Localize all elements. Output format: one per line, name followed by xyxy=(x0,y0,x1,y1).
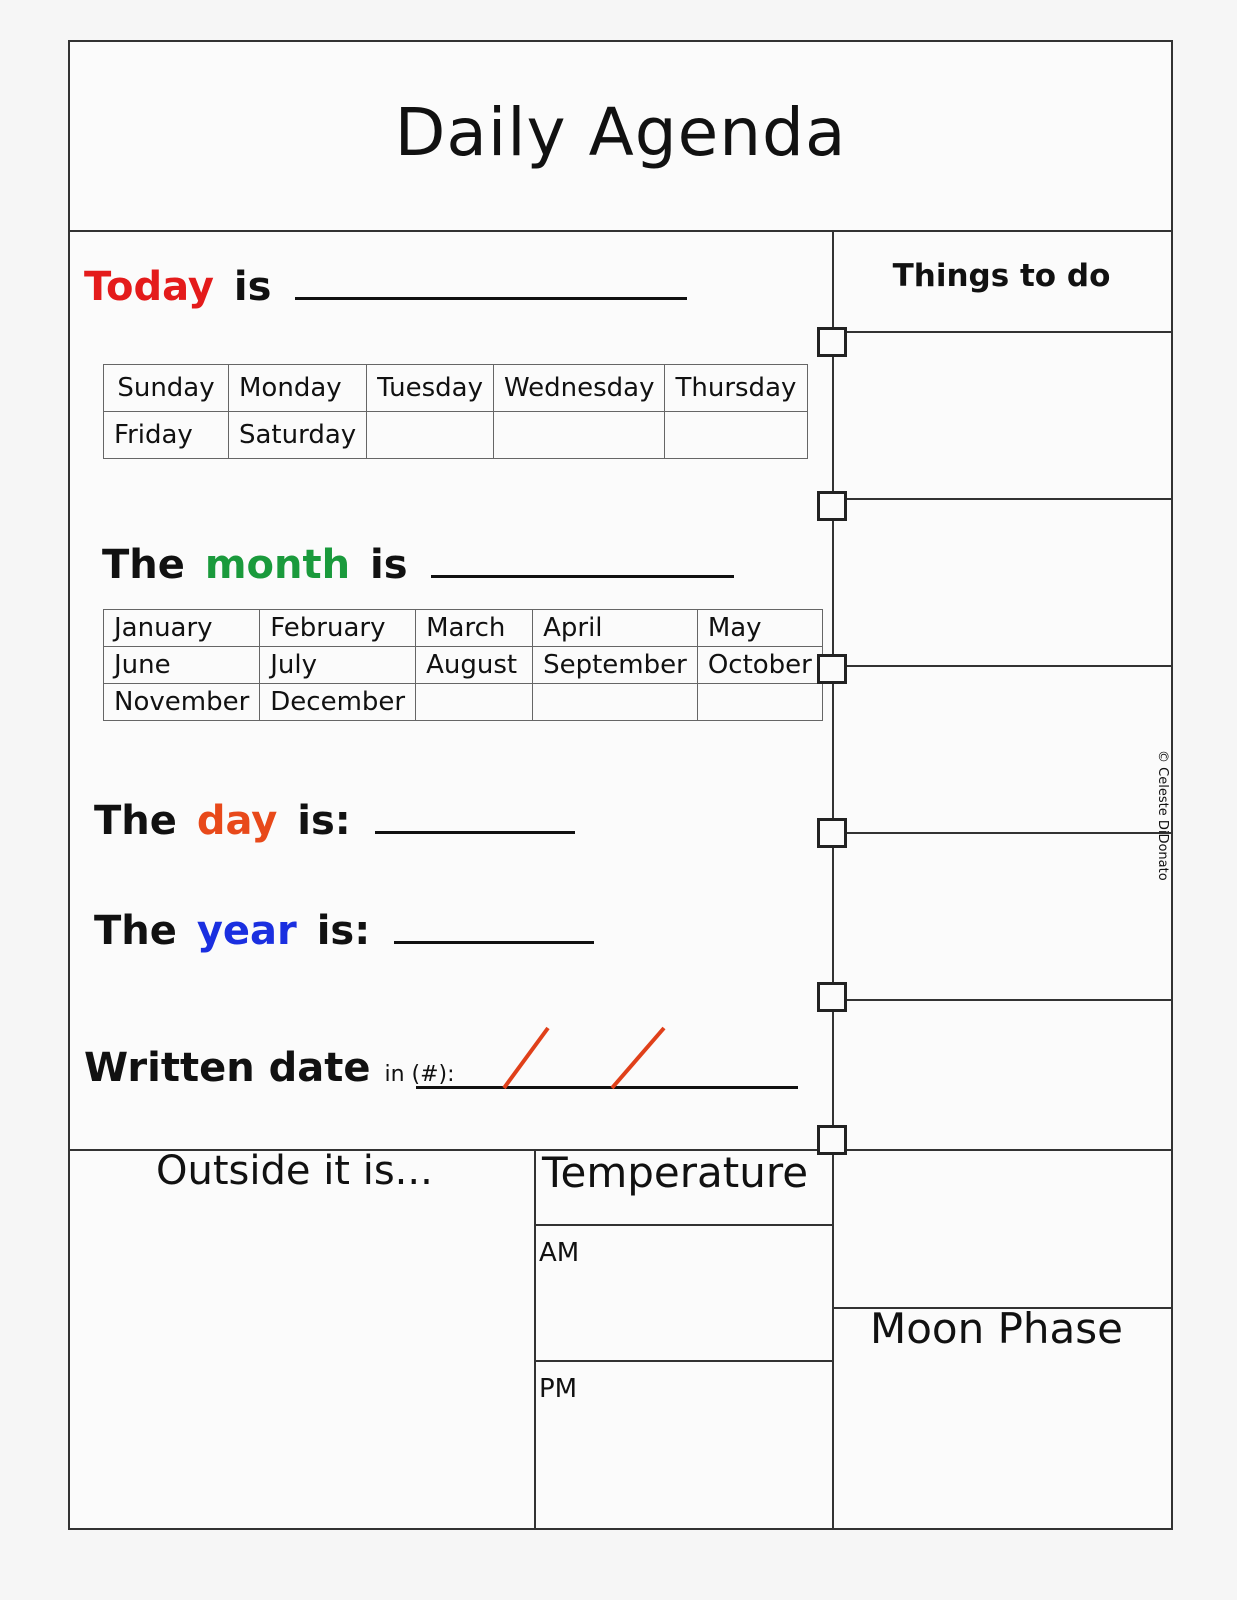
todo-checkbox[interactable] xyxy=(817,327,847,357)
day-prefix: The xyxy=(94,798,177,844)
todo-title: Things to do xyxy=(892,258,1111,294)
copyright-note: © Celeste DiDonato xyxy=(1155,750,1170,881)
weekday-cell: Monday xyxy=(229,365,367,412)
weekday-cell: Sunday xyxy=(104,365,229,412)
month-cell xyxy=(697,684,822,721)
todo-checkbox[interactable] xyxy=(817,491,847,521)
temperature-pm-label: PM xyxy=(539,1374,578,1404)
month-cell: August xyxy=(416,647,533,684)
month-cell xyxy=(533,684,698,721)
weekday-table xyxy=(103,364,808,459)
month-cell xyxy=(416,684,533,721)
todo-line xyxy=(832,498,1171,500)
written-date-suffix: in (#): xyxy=(384,1062,455,1087)
todo-line xyxy=(832,832,1171,834)
month-cell: June xyxy=(104,647,260,684)
todo-checkbox[interactable] xyxy=(817,1125,847,1155)
table-row xyxy=(104,684,823,721)
todo-checkbox[interactable] xyxy=(817,654,847,684)
day-prompt xyxy=(94,798,575,844)
year-prompt xyxy=(94,908,594,954)
month-cell: September xyxy=(533,647,698,684)
date-slash-2 xyxy=(612,1028,664,1088)
todo-column xyxy=(832,230,1171,330)
table-row xyxy=(104,610,823,647)
moon-phase-title: Moon Phase xyxy=(870,1304,1124,1353)
year-rest: is: xyxy=(316,908,371,954)
written-date-prompt xyxy=(84,1045,455,1091)
temperature-divider xyxy=(534,1149,536,1528)
month-table xyxy=(103,609,823,721)
day-rest: is: xyxy=(297,798,351,844)
month-cell: November xyxy=(104,684,260,721)
year-prefix: The xyxy=(94,908,177,954)
month-cell: December xyxy=(260,684,416,721)
temperature-title: Temperature xyxy=(542,1148,809,1197)
temperature-am-label: AM xyxy=(539,1238,580,1268)
todo-line xyxy=(832,665,1171,667)
todo-checkbox[interactable] xyxy=(817,818,847,848)
table-row xyxy=(104,647,823,684)
weekday-cell: Saturday xyxy=(229,412,367,459)
weekday-cell: Tuesday xyxy=(367,365,494,412)
today-prompt xyxy=(84,264,687,310)
month-cell: October xyxy=(697,647,822,684)
todo-line xyxy=(832,1149,1171,1151)
month-cell: April xyxy=(533,610,698,647)
weekday-cell: Wednesday xyxy=(493,365,665,412)
today-word: Today xyxy=(84,264,214,310)
year-blank[interactable] xyxy=(394,937,594,944)
todo-line xyxy=(832,999,1171,1001)
today-blank[interactable] xyxy=(295,293,687,300)
weekday-cell xyxy=(665,412,808,459)
written-date-label: Written date xyxy=(84,1045,371,1091)
todo-checkbox[interactable] xyxy=(817,982,847,1012)
today-rest: is xyxy=(233,264,272,310)
month-blank[interactable] xyxy=(431,571,734,578)
todo-line xyxy=(832,331,1171,333)
year-word: year xyxy=(196,908,297,954)
month-rest: is xyxy=(370,542,408,588)
temperature-title-divider xyxy=(534,1224,832,1226)
table-row xyxy=(104,365,808,412)
month-cell: March xyxy=(416,610,533,647)
day-word: day xyxy=(196,798,278,844)
month-cell: May xyxy=(697,610,822,647)
month-prefix: The xyxy=(102,542,185,588)
weekday-cell xyxy=(367,412,494,459)
month-prompt xyxy=(102,542,734,588)
page-title: Daily Agenda xyxy=(394,94,847,171)
table-row xyxy=(104,412,808,459)
date-slash-1 xyxy=(504,1028,548,1088)
day-blank[interactable] xyxy=(375,827,575,834)
month-cell: July xyxy=(260,647,416,684)
right-column-divider xyxy=(832,230,834,1528)
weekday-cell: Friday xyxy=(104,412,229,459)
agenda-sheet xyxy=(68,40,1173,1530)
month-cell: February xyxy=(260,610,416,647)
weekday-cell xyxy=(493,412,665,459)
weekday-cell: Thursday xyxy=(665,365,808,412)
month-cell: January xyxy=(104,610,260,647)
temperature-am-pm-divider xyxy=(534,1360,832,1362)
outside-title: Outside it is... xyxy=(156,1148,433,1194)
month-word: month xyxy=(204,542,351,588)
date-slash-marks xyxy=(490,1022,680,1092)
